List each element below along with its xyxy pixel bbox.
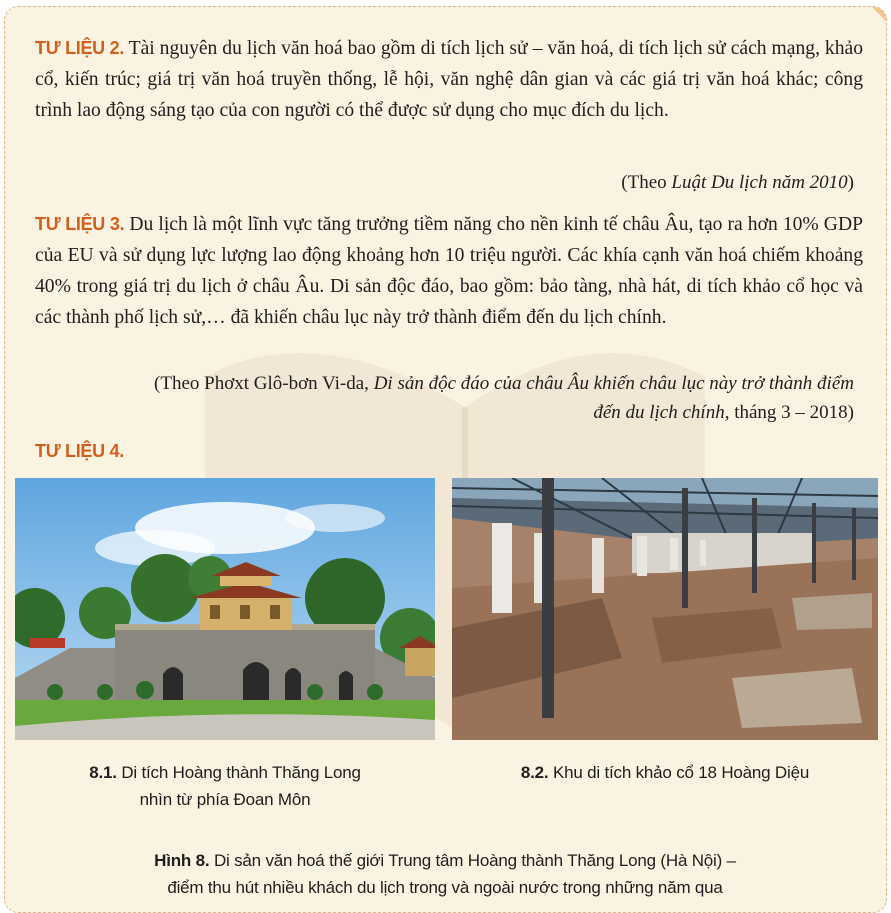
caption-8-1 <box>45 759 405 813</box>
citation-suffix: ) <box>847 172 854 193</box>
caption-8-1-line-2: nhìn từ phía Đoan Môn <box>139 790 311 809</box>
source-2-citation <box>94 168 854 197</box>
figure-8-line-2: điểm thu hút nhiều khách du lịch trong và ngoài nước trong những năm qua <box>167 878 723 897</box>
citation-title: Luật Du lịch năm 2010 <box>671 172 848 193</box>
source-2-label: TƯ LIỆU 2. <box>35 38 125 58</box>
caption-8-2-text: Khu di tích khảo cổ 18 Hoàng Diệu <box>552 763 810 782</box>
source-3-text: Du lịch là một lĩnh vực tăng trưởng tiềm năng cho nền kinh tế châu Âu, tạo ra hơn 10% GDP của EU và sử dụng lực lượng lao động khoảng hơn 10 triệu người. Các khía cạnh văn hoá chiếm khoảng 40% trong giá trị du lịch ở châu Âu. Di sản độc đáo, bao gồm: bảo tàng, nhà hát, di tích khảo cổ học và các thành phố lịch sử,… đã khiến châu lục này trở thành điểm đến du lịch chính. <box>35 214 863 328</box>
caption-8-2-number: 8.2. <box>520 763 549 782</box>
corner-tab <box>872 7 886 21</box>
source-3-citation <box>154 369 854 427</box>
source-4-label: TƯ LIỆU 4. <box>35 441 124 461</box>
photo-archaeological-site <box>452 478 878 740</box>
source-3-paragraph <box>35 209 863 333</box>
caption-8-1-line-1: Di tích Hoàng thành Thăng Long <box>121 763 361 782</box>
photo-thang-long-citadel <box>15 478 435 740</box>
figure-8-caption <box>65 847 825 901</box>
figure-8-number: Hình 8. <box>154 851 210 870</box>
source-2-text: Tài nguyên du lịch văn hoá bao gồm di tích lịch sử – văn hoá, di tích lịch sử cách mạng, khảo cổ, kiến trúc; giá trị văn hoá truyền thống, lễ hội, văn nghệ dân gian và các giá trị văn hoá khác; công trình lao động sáng tạo của con người có thể được sử dụng cho mục đích du lịch. <box>35 38 863 121</box>
source-2-paragraph <box>35 33 863 126</box>
figure-8-line-1: Di sản văn hoá thế giới Trung tâm Hoàng thành Thăng Long (Hà Nội) – <box>213 851 736 870</box>
citation-suffix: tháng 3 – 2018) <box>729 402 854 423</box>
citation-prefix: (Theo Phơxt Glô-bơn Vi-da, <box>154 373 374 394</box>
citation-title: Di sản độc đáo của châu Âu khiến châu lục này trở thành điểm đến du lịch chính, <box>373 373 854 423</box>
caption-8-2 <box>475 759 855 786</box>
document-panel <box>4 6 887 913</box>
citation-prefix: (Theo <box>621 172 672 193</box>
caption-8-1-number: 8.1. <box>89 763 117 782</box>
source-3-label: TƯ LIỆU 3. <box>35 214 125 234</box>
